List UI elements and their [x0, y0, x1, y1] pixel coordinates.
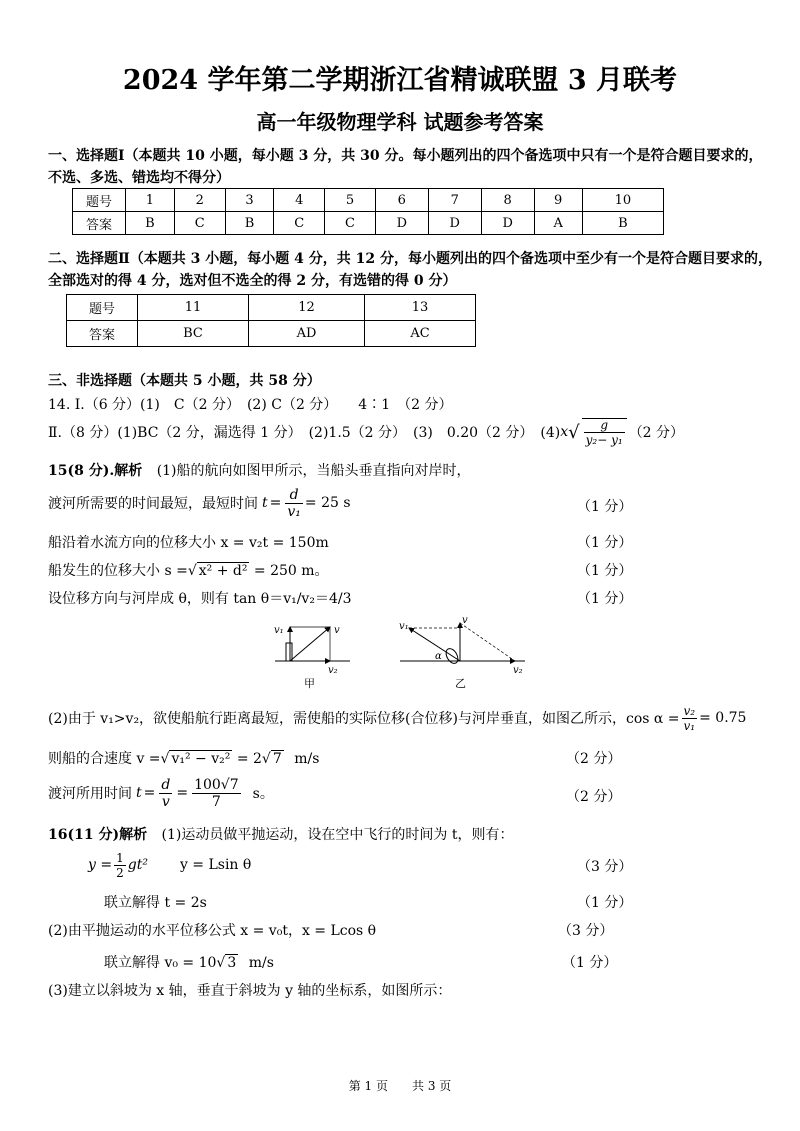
q16-line3-score: （3 分）	[558, 923, 614, 939]
q14-part2: Ⅱ.（8 分）(1)BC（2 分，漏选得 1 分） (2)1.5（2 分） (3) 0.20（2 分） (4) x √ $\frac{g}{\text{y₂− y₁}}$ （2 分）	[48, 418, 685, 447]
q16-line4-score: （1 分）	[562, 955, 618, 971]
equation-text: y =	[88, 857, 113, 873]
figure-jia	[270, 615, 360, 690]
label-v: v	[462, 615, 468, 626]
boat-shape	[286, 643, 292, 661]
sqrt-radicand: v₁² − v₂²	[171, 751, 231, 767]
section2-answer-table	[66, 294, 476, 347]
q15-part2-line3-text: 渡河所用时间	[48, 786, 132, 802]
table-cell: AC	[365, 321, 476, 347]
q14-part2-text: Ⅱ.（8 分）(1)BC（2 分，漏选得 1 分） (2)1.5（2 分） (3) 0.20（2 分） (4)	[48, 425, 561, 441]
q16-intro-text: (1)运动员做平抛运动，设在空中飞行的时间为 t，则有：	[161, 827, 514, 843]
table-cell: A	[534, 212, 582, 235]
table-cell: 6	[375, 189, 428, 212]
helper-line	[460, 623, 515, 661]
q15-line4: 设位移方向与河岸成 θ，则有 tan θ＝v₁/v₂＝4/3	[48, 591, 352, 607]
unit-text: s。	[252, 786, 274, 802]
sqrt-radicand: 7	[272, 751, 282, 767]
page-footer: 第 1 页 共 3 页	[348, 1079, 452, 1093]
table-cell: 3	[225, 189, 274, 212]
table-cell: 2	[174, 189, 225, 212]
q15-intro	[48, 460, 471, 480]
label-v2: v₂	[513, 665, 523, 676]
q15-line2-score: （1 分）	[577, 535, 633, 551]
q15-line3: 船发生的位移大小 s =√ x² + d² = 250 m。	[48, 563, 329, 579]
q15-line1-text: 渡河所需要的时间最短，最短时间	[48, 496, 258, 512]
table-cell: 7	[428, 189, 481, 212]
q14-part1: 14. Ⅰ.（6 分）(1) C（2 分） (2) C（2 分） 4∶1 （2 分）	[48, 397, 453, 413]
fraction-numerator: d	[161, 776, 171, 793]
label-v1: v₁	[274, 625, 284, 636]
table-cell: 12	[249, 295, 365, 321]
table-header-cell: 答案	[67, 321, 138, 347]
fraction-denominator: v₁	[287, 503, 301, 520]
equation-text: gt²	[127, 857, 148, 873]
q15-part2-line3: 渡河所用时间 t = $\frac{d}{v}$ = $\frac{100√7}{7}$ s。	[48, 776, 274, 810]
q15-line1-fraction	[285, 488, 303, 519]
q16-line4: 联立解得 v₀ = 10√ 3 m/s	[104, 955, 274, 971]
table-cell: 1	[126, 189, 175, 212]
section1-heading-line1: 一、选择题Ⅰ（本题共 10 小题，每小题 3 分，共 30 分。每小题列出的四个备选项中只有一个是符合题目要求的，	[48, 148, 763, 164]
table-cell: AD	[249, 321, 365, 347]
figure-yi	[395, 615, 535, 690]
table-header-cell: 题号	[73, 189, 126, 212]
label-v2: v₂	[328, 665, 338, 676]
q15-line3-result: = 250 m。	[253, 563, 329, 579]
var-t: t	[136, 785, 142, 801]
table-cell: 13	[365, 295, 476, 321]
sqrt-radicand: 3	[227, 955, 237, 971]
section1-answer-table	[72, 188, 664, 235]
page-subtitle: 高一年级物理学科 试题参考答案	[256, 110, 544, 134]
table-cell: 5	[325, 189, 376, 212]
label-alpha: α	[435, 651, 442, 662]
fraction-numerator: 1	[116, 850, 124, 865]
equation-text: y = Lsin θ	[179, 857, 252, 873]
q15-line1: 渡河所需要的时间最短，最短时间 t = $\frac{d}{\text{v₁}}$ = 25 s	[48, 486, 351, 520]
q15-line3-text: 船发生的位移大小 s =	[48, 563, 188, 579]
table-row-numbers	[67, 295, 476, 321]
fraction-denominator: 7	[211, 793, 221, 810]
table-cell: B	[582, 212, 663, 235]
unit-text: m/s	[294, 751, 320, 767]
fraction-numerator: 100√7	[194, 776, 239, 793]
q15-label: 15(8 分).解析	[48, 463, 143, 479]
table-cell: D	[375, 212, 428, 235]
section1-heading-line2: 不选、多选、错选均不得分）	[48, 170, 230, 186]
q15-line2: 船沿着水流方向的位移大小 x = v₂t = 150m	[48, 535, 329, 551]
unit-text: m/s	[248, 955, 274, 971]
var-t: t	[262, 495, 268, 511]
table-cell: B	[126, 212, 175, 235]
caption-yi: 乙	[455, 677, 466, 690]
q15-part2-line2-score: （2 分）	[566, 751, 622, 767]
half-fraction	[114, 852, 126, 879]
table-cell: 4	[274, 189, 325, 212]
table-cell: 9	[534, 189, 582, 212]
fraction-denominator: 2	[116, 865, 124, 880]
table-row-numbers	[73, 189, 664, 212]
velocity-v-arrow	[290, 627, 330, 661]
section2-heading-line2: 全部选对的得 4 分，选对但不选全的得 2 分，有选错的得 0 分）	[48, 273, 457, 289]
table-header-cell: 题号	[67, 295, 138, 321]
q16-line1-score: （3 分）	[577, 859, 633, 875]
q15-line3-score: （1 分）	[577, 563, 633, 579]
section2-heading-line1: 二、选择题Ⅱ（本题共 3 小题，每小题 4 分，共 12 分，每小题列出的四个备选项中至少有一个是符合题目要求的，	[48, 251, 773, 267]
q15-line4-score: （1 分）	[577, 591, 633, 607]
fraction-denominator: y₂− y₁	[585, 433, 623, 447]
q15-part2-line2: 则船的合速度 v =√ v₁² − v₂² = 2√ 7 m/s	[48, 751, 320, 767]
q15-part2-result: = 0.75	[699, 710, 747, 726]
q14-part2-x: x	[560, 424, 569, 440]
fraction-numerator: d	[285, 488, 303, 504]
q15-intro-text: (1)船的航向如图甲所示，当船头垂直指向对岸时，	[156, 463, 471, 479]
q15-line1-result: = 25 s	[304, 495, 351, 511]
table-cell: C	[274, 212, 325, 235]
q14-part2-fraction	[582, 418, 627, 446]
label-v1: v₁	[399, 621, 409, 632]
section3-heading: 三、非选择题（本题共 5 小题，共 58 分）	[48, 373, 321, 389]
label-v: v	[334, 625, 340, 636]
fraction-denominator: v₁	[683, 718, 696, 733]
table-cell: 8	[481, 189, 534, 212]
table-cell: BC	[138, 321, 249, 347]
table-cell: C	[325, 212, 376, 235]
table-row-answers	[67, 321, 476, 347]
table-cell: D	[481, 212, 534, 235]
q16-label: 16(11 分)解析	[48, 827, 148, 843]
q16-line2-score: （1 分）	[577, 895, 633, 911]
q16-intro	[48, 824, 513, 844]
table-cell: 10	[582, 189, 663, 212]
q16-line5: (3)建立以斜坡为 x 轴，垂直于斜坡为 y 轴的坐标系，如图所示：	[48, 983, 452, 999]
table-cell: D	[428, 212, 481, 235]
table-cell: C	[174, 212, 225, 235]
time-fraction	[159, 778, 172, 809]
q15-part2-text: (2)由于 v₁>v₂，欲使船航行距离最短，需使船的实际位移(合位移)与河岸垂直，如图乙所示，cos α =	[48, 711, 680, 727]
table-cell: 11	[138, 295, 249, 321]
fraction-denominator: v	[161, 793, 170, 810]
q15-part2-line2-eq: = 2	[236, 751, 262, 767]
table-row-answers	[73, 212, 664, 235]
q16-line2: 联立解得 t = 2s	[104, 895, 207, 911]
table-cell: B	[225, 212, 274, 235]
q15-line1-score: （1 分）	[577, 499, 633, 515]
q16-line4-text: 联立解得 v₀ = 10	[104, 955, 217, 971]
q16-line3: (2)由平抛运动的水平位移公式 x = v₀t，x = Lcos θ	[48, 923, 377, 939]
sqrt-radicand: x² + d²	[198, 563, 248, 579]
time-result-fraction	[192, 778, 241, 809]
table-header-cell: 答案	[73, 212, 126, 235]
fraction-numerator: v₂	[683, 703, 696, 718]
caption-jia: 甲	[304, 677, 315, 690]
q15-part2-line2-text: 则船的合速度 v =	[48, 751, 161, 767]
page-title: 2024 学年第二学期浙江省精诚联盟 3 月联考	[122, 65, 678, 96]
q16-line1	[88, 848, 251, 882]
q14-part2-score: （2 分）	[628, 425, 685, 441]
q15-part2-line1	[48, 702, 746, 734]
cos-alpha-fraction	[682, 705, 698, 732]
q15-part2-line3-score: （2 分）	[566, 789, 622, 805]
fraction-numerator: g	[584, 419, 625, 433]
